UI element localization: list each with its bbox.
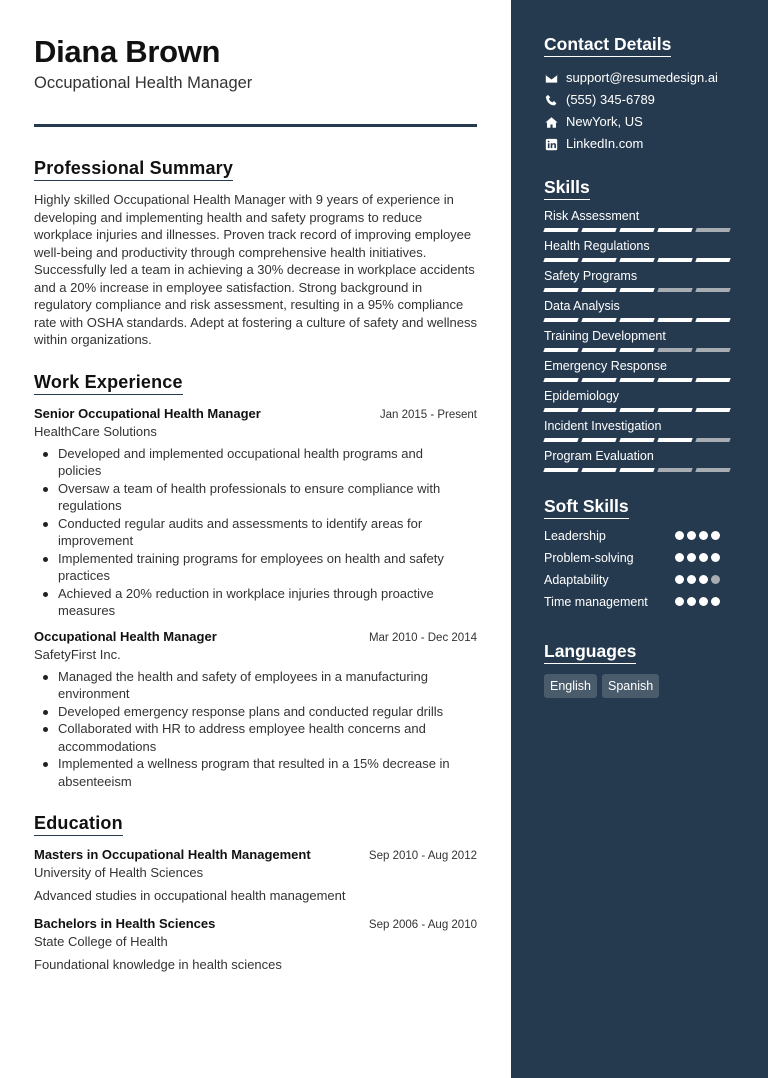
job-bullet: Conducted regular audits and assessments to identify areas for improvement: [58, 515, 477, 550]
skill-name: Training Development: [544, 329, 666, 343]
skill-level-segment: [657, 378, 692, 382]
soft-skill-dot: [687, 553, 696, 562]
contact-linkedin[interactable]: [544, 133, 734, 155]
skill-level-segment: [657, 468, 692, 472]
skill-level-segment: [695, 408, 730, 412]
skill-name: Emergency Response: [544, 359, 667, 373]
contact-location: [544, 111, 734, 133]
skill-level-segment: [543, 258, 578, 262]
skill-level-segment: [619, 288, 654, 292]
language-chip: Spanish: [602, 674, 659, 698]
education-date: Sep 2010 - Aug 2012: [368, 850, 477, 862]
job-bullet: Achieved a 20% reduction in workplace injuries through proactive measures: [58, 585, 477, 620]
skill-level-segment: [543, 348, 578, 352]
soft-skill-item: [544, 571, 720, 589]
contact-heading: Contact Details: [544, 34, 671, 57]
education-entry: [34, 846, 477, 905]
skill-level-segment: [581, 348, 616, 352]
phone-icon: [544, 93, 558, 107]
job-header: [34, 405, 477, 423]
skill-level-bar: [544, 378, 734, 382]
soft-skill-dots: [675, 593, 720, 611]
skill-level-segment: [657, 228, 692, 232]
soft-skills-list: [544, 527, 734, 611]
skill-level-segment: [543, 228, 578, 232]
skill-name: Data Analysis: [544, 299, 620, 313]
skill-name: Safety Programs: [544, 269, 638, 283]
skill-level-segment: [695, 228, 730, 232]
job-header: [34, 628, 477, 646]
skill-level-segment: [543, 318, 578, 322]
soft-skill-dot: [711, 553, 720, 562]
education-desc: Foundational knowledge in health sciences: [34, 957, 282, 972]
contact-email-text: support@resumedesign.ai: [566, 70, 718, 85]
contact-linkedin-text: LinkedIn.com: [566, 136, 644, 151]
job-entry: [34, 405, 477, 620]
soft-skill-dot: [699, 531, 708, 540]
skill-level-segment: [657, 318, 692, 322]
job-bullets: [34, 668, 477, 791]
home-icon: [544, 115, 558, 129]
education-list: [34, 846, 477, 974]
job-date: Mar 2010 - Dec 2014: [368, 631, 477, 644]
contact-location-text: NewYork, US: [566, 114, 643, 129]
contact-phone[interactable]: [544, 89, 734, 111]
soft-skill-dots: [675, 549, 720, 567]
skill-item: [544, 207, 734, 232]
soft-skill-dot: [675, 553, 684, 562]
skill-level-segment: [581, 288, 616, 292]
skill-level-bar: [544, 258, 734, 262]
skill-item: [544, 417, 734, 442]
skill-item: [544, 327, 734, 352]
education-school: State College of Health: [34, 934, 168, 949]
soft-skill-dot: [711, 531, 720, 540]
skill-level-bar: [544, 348, 734, 352]
sidebar: [511, 0, 768, 1078]
soft-skill-dots: [675, 527, 720, 545]
education-degree: Masters in Occupational Health Management: [34, 847, 311, 862]
skill-level-segment: [543, 468, 578, 472]
candidate-title: Occupational Health Manager: [34, 74, 253, 92]
soft-skills-heading: Soft Skills: [544, 496, 629, 519]
skill-name: Health Regulations: [544, 239, 650, 253]
skill-level-segment: [581, 318, 616, 322]
skill-level-segment: [581, 378, 616, 382]
experience-heading: Work Experience: [34, 371, 183, 395]
education-entry: [34, 915, 477, 974]
summary-text: Highly skilled Occupational Health Manager with 9 years of experience in developing and implementing health and safety programs to reduce workplace injuries and illnesses. Proven track record of improving employee well-being and productivity through comprehensive health initiatives. Successfully led a team in achieving a 30% decrease in workplace accidents and a 20% increase in employee satisfaction. Strong background in regulatory compliance and risk assessment, resulting in a 95% compliance rate with OSHA standards. Adept at fostering a culture of safety and wellness within organizations.: [34, 192, 477, 347]
skill-level-segment: [543, 378, 578, 382]
skill-level-segment: [657, 408, 692, 412]
skill-level-segment: [581, 258, 616, 262]
soft-skill-dot: [675, 531, 684, 540]
soft-skill-dot: [687, 597, 696, 606]
soft-skill-dot: [699, 597, 708, 606]
skill-level-bar: [544, 228, 734, 232]
skill-item: [544, 297, 734, 322]
skill-level-segment: [581, 228, 616, 232]
education-school: University of Health Sciences: [34, 865, 204, 880]
contact-email[interactable]: [544, 67, 734, 89]
envelope-icon: [544, 71, 558, 85]
soft-skill-name: Time management: [544, 595, 648, 609]
education-header: [34, 915, 477, 933]
soft-skill-dot: [687, 531, 696, 540]
skill-level-segment: [619, 228, 654, 232]
skill-name: Epidemiology: [544, 389, 620, 403]
skill-level-bar: [544, 468, 734, 472]
job-bullet: Implemented a wellness program that resulted in a 15% decrease in absenteeism: [58, 755, 477, 790]
skill-level-segment: [695, 318, 730, 322]
job-bullet: Managed the health and safety of employees in a manufacturing environment: [58, 668, 477, 703]
skill-level-bar: [544, 408, 734, 412]
skill-level-segment: [619, 408, 654, 412]
soft-skill-name: Leadership: [544, 529, 606, 543]
skill-name: Program Evaluation: [544, 449, 654, 463]
soft-skill-item: [544, 549, 720, 567]
job-role: Senior Occupational Health Manager: [34, 405, 261, 421]
job-bullet: Implemented training programs for employees on health and safety practices: [58, 550, 477, 585]
skill-level-segment: [695, 438, 730, 442]
job-company: HealthCare Solutions: [34, 423, 157, 439]
job-company: SafetyFirst Inc.: [34, 646, 121, 662]
skill-level-segment: [695, 378, 730, 382]
soft-skill-name: Problem-solving: [544, 551, 634, 565]
skill-level-segment: [619, 258, 654, 262]
linkedin-icon: [544, 137, 558, 151]
skill-level-segment: [581, 468, 616, 472]
job-entry: [34, 628, 477, 791]
soft-skill-dot: [711, 575, 720, 584]
soft-skill-dot: [711, 597, 720, 606]
skill-level-segment: [619, 438, 654, 442]
contact-phone-text: (555) 345-6789: [566, 92, 655, 107]
skill-level-segment: [619, 348, 654, 352]
soft-skill-item: [544, 593, 720, 611]
skill-level-segment: [543, 408, 578, 412]
job-bullet: Collaborated with HR to address employee health concerns and accommodations: [58, 720, 477, 755]
skill-item: [544, 447, 734, 472]
education-degree: Bachelors in Health Sciences: [34, 916, 216, 931]
education-header: [34, 846, 477, 864]
soft-skill-dot: [687, 575, 696, 584]
skill-level-segment: [695, 288, 730, 292]
skill-level-segment: [695, 468, 730, 472]
skill-name: Risk Assessment: [544, 209, 640, 223]
skill-level-segment: [657, 258, 692, 262]
skill-level-segment: [581, 438, 616, 442]
skill-level-segment: [543, 288, 578, 292]
soft-skill-dots: [675, 571, 720, 589]
skill-level-segment: [657, 438, 692, 442]
skill-item: [544, 267, 734, 292]
skill-level-bar: [544, 288, 734, 292]
skill-level-segment: [619, 468, 654, 472]
skill-item: [544, 237, 734, 262]
header-divider: [34, 124, 477, 127]
skill-level-segment: [581, 408, 616, 412]
languages-list: [544, 674, 734, 698]
skill-level-segment: [695, 258, 730, 262]
candidate-name: Diana Brown: [34, 34, 221, 69]
soft-skill-item: [544, 527, 720, 545]
education-desc: Advanced studies in occupational health management: [34, 888, 346, 903]
skill-level-segment: [657, 288, 692, 292]
education-date: Sep 2006 - Aug 2010: [368, 919, 477, 931]
skill-level-segment: [695, 348, 730, 352]
job-bullet: Developed and implemented occupational health programs and policies: [58, 445, 477, 480]
languages-heading: Languages: [544, 641, 636, 664]
skill-level-bar: [544, 318, 734, 322]
job-bullet: Developed emergency response plans and conducted regular drills: [58, 703, 477, 721]
soft-skill-dot: [675, 575, 684, 584]
job-bullet: Oversaw a team of health professionals to ensure compliance with regulations: [58, 480, 477, 515]
skill-level-segment: [657, 348, 692, 352]
education-heading: Education: [34, 812, 123, 836]
skill-item: [544, 357, 734, 382]
skill-level-segment: [543, 438, 578, 442]
skills-list: [544, 207, 734, 472]
job-date: Jan 2015 - Present: [379, 408, 477, 421]
job-bullets: [34, 445, 477, 620]
soft-skill-dot: [675, 597, 684, 606]
soft-skill-name: Adaptability: [544, 573, 609, 587]
summary-heading: Professional Summary: [34, 157, 233, 181]
skill-item: [544, 387, 734, 412]
soft-skill-dot: [699, 553, 708, 562]
contact-list: [544, 67, 734, 155]
skill-level-bar: [544, 438, 734, 442]
experience-list: [34, 405, 477, 791]
skill-name: Incident Investigation: [544, 419, 662, 433]
skill-level-segment: [619, 378, 654, 382]
skills-heading: Skills: [544, 177, 590, 200]
skill-level-segment: [619, 318, 654, 322]
language-chip: English: [544, 674, 597, 698]
soft-skill-dot: [699, 575, 708, 584]
job-role: Occupational Health Manager: [34, 628, 217, 644]
